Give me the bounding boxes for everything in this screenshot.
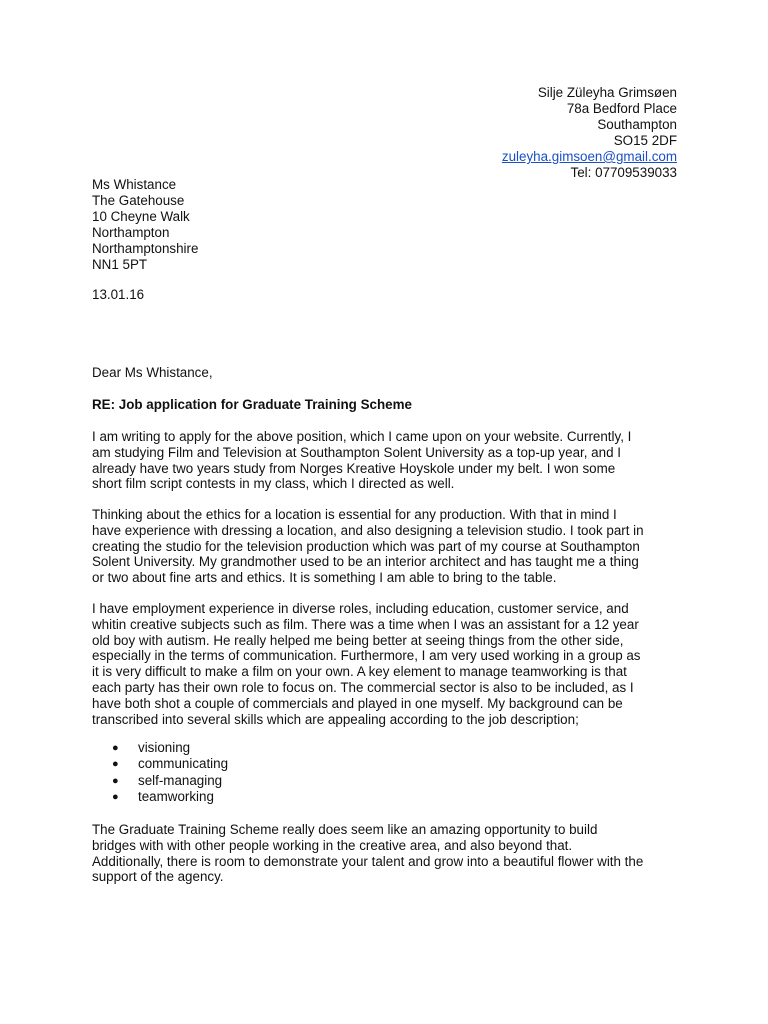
sender-address-block: [502, 85, 677, 181]
paragraph-line: already have two years study from Norges Kreative Hoyskole under my belt. I won some: [92, 460, 616, 476]
paragraph-line: I am writing to apply for the above position, which I came upon on your website. Currently, I: [92, 429, 632, 444]
bullet-icon: ●: [112, 742, 119, 754]
sender-postcode: SO15 2DF: [613, 133, 677, 148]
recipient-line-2: 10 Cheyne Walk: [92, 209, 190, 224]
sender-phone: Tel: 07709539033: [570, 165, 677, 180]
letter-date: 13.01.16: [92, 287, 145, 302]
paragraph-line: I have employment experience in diverse roles, including education, customer service, and: [92, 601, 629, 616]
paragraph-line: especially in the terms of communication. Furthermore, I am very used working in a group as: [92, 648, 641, 664]
skill-label: visioning: [138, 740, 191, 755]
paragraph-line: am studying Film and Television at Southampton Solent University as a top-up year, and I: [92, 444, 621, 460]
list-item: [110, 789, 228, 805]
recipient-postcode: NN1 5PT: [92, 257, 148, 272]
skill-label: teamworking: [138, 788, 214, 804]
sender-city: Southampton: [597, 117, 677, 132]
paragraph-line: short film script contests in my class, which I directed as well.: [92, 476, 455, 492]
skill-label: self-managing: [138, 772, 223, 788]
paragraph-line: whitin creative subjects such as film. There was a time when I was an assistant for a 12 year: [92, 616, 639, 632]
paragraph-line: Additionally, there is room to demonstrate your talent and grow into a beautiful flower with the: [92, 853, 644, 869]
recipient-name: Ms Whistance: [92, 177, 177, 192]
bullet-icon: ●: [112, 758, 119, 771]
paragraph-ethics: [92, 507, 692, 586]
paragraph-line: have experience with dressing a location, and also designing a television studio. I took part in: [92, 522, 644, 538]
salutation: Dear Ms Whistance,: [92, 365, 213, 380]
bullet-icon: ●: [112, 774, 119, 787]
paragraph-line: The Graduate Training Scheme really does seem like an amazing opportunity to build: [92, 822, 598, 837]
sender-address-line: 78a Bedford Place: [566, 101, 677, 116]
list-item: [110, 773, 228, 789]
paragraph-line: creating the studio for the television production which was part of my course at Southampton: [92, 538, 640, 554]
paragraph-line: it is very difficult to make a film on your own. A key element to manage teamworking is that: [92, 664, 627, 680]
bullet-icon: ●: [112, 790, 119, 803]
subject-line: RE: Job application for Graduate Training Scheme: [92, 397, 412, 412]
recipient-line-1: The Gatehouse: [92, 193, 185, 208]
paragraph-line: bridges with with other people working in the creative area, and also beyond that.: [92, 837, 573, 853]
recipient-county: Northamptonshire: [92, 241, 199, 256]
skills-list: [110, 740, 228, 805]
paragraph-line: old boy with autism. He really helped me being better at seeing things from the other side,: [92, 632, 624, 648]
list-item: [110, 740, 228, 756]
paragraph-experience: [92, 601, 692, 727]
paragraph-line: have both shot a couple of commercials and played in one myself. My background can be: [92, 695, 623, 711]
recipient-city: Northampton: [92, 225, 170, 240]
recipient-address-block: [92, 177, 198, 273]
paragraph-line: or two about fine arts and ethics. It is something I am able to bring to the table.: [92, 570, 557, 586]
paragraph-line: support of the agency.: [92, 869, 224, 885]
paragraph-line: each party has their own role to focus on. The commercial sector is also to be included, as I: [92, 679, 634, 695]
paragraph-line: Thinking about the ethics for a location is essential for any production. With that in mind I: [92, 507, 617, 522]
paragraph-intro: [92, 429, 692, 492]
paragraph-line: Solent University. My grandmother used to be an interior architect and has taught me a thing: [92, 554, 639, 570]
sender-email-link[interactable]: zuleyha.gimsoen@gmail.com: [501, 149, 677, 164]
list-item: [110, 756, 228, 772]
skill-label: communicating: [138, 756, 229, 772]
paragraph-closing: [92, 822, 692, 885]
paragraph-line: transcribed into several skills which are appealing according to the job description;: [92, 711, 579, 727]
sender-name: Silje Züleyha Grimsøen: [537, 85, 677, 100]
